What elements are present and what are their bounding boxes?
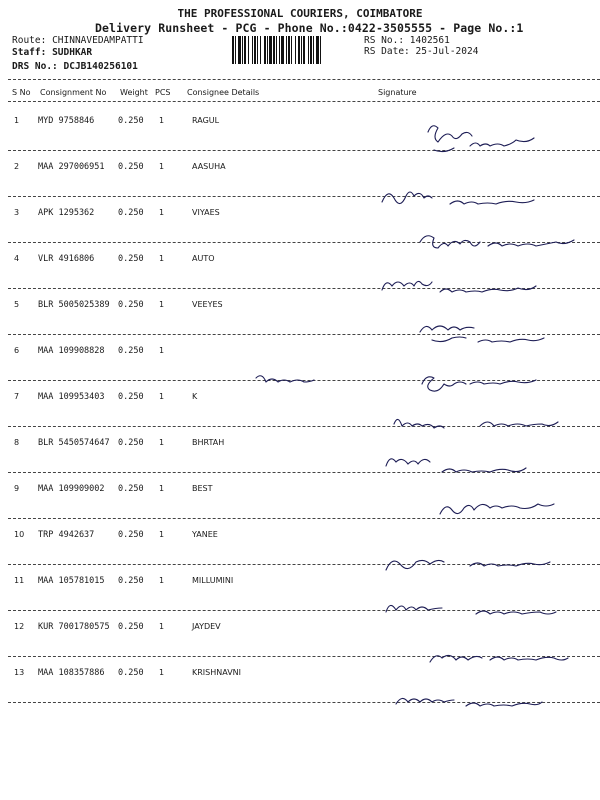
drs-label: DRS No.: bbox=[12, 61, 58, 72]
cell-consignment: BLR 5005025389 bbox=[38, 300, 110, 310]
cell-sno: 12 bbox=[14, 622, 25, 631]
cell-consignee: YANEE bbox=[192, 530, 218, 539]
row-divider bbox=[8, 564, 600, 565]
rs-no-line bbox=[364, 35, 450, 46]
col-header-consignee: Consignee Details bbox=[187, 88, 260, 97]
cell-consignment: MAA 109909002 bbox=[38, 484, 105, 494]
cell-pcs: 1 bbox=[159, 346, 165, 355]
row-divider bbox=[8, 380, 600, 381]
rs-no-value: 1402561 bbox=[409, 35, 450, 46]
cell-consignee: BHRTAH bbox=[192, 438, 225, 447]
drs-line bbox=[12, 61, 138, 72]
rs-date-line bbox=[364, 46, 478, 57]
cell-weight: 0.250 bbox=[118, 208, 144, 218]
rs-no-label: RS No.: bbox=[364, 35, 405, 46]
staff-line bbox=[12, 47, 92, 58]
cell-sno: 5 bbox=[14, 300, 20, 309]
row-divider bbox=[8, 656, 600, 657]
cell-sno: 3 bbox=[14, 208, 20, 217]
col-header-weight: Weight bbox=[120, 88, 148, 97]
cell-pcs: 1 bbox=[159, 392, 165, 401]
cell-pcs: 1 bbox=[159, 530, 165, 539]
company-title: THE PROFESSIONAL COURIERS, COIMBATORE bbox=[177, 7, 423, 20]
barcode-image bbox=[232, 36, 358, 64]
cell-pcs: 1 bbox=[159, 116, 165, 125]
cell-weight: 0.250 bbox=[118, 530, 144, 540]
cell-consignment: BLR 5450574647 bbox=[38, 438, 110, 448]
cell-consignee: VEEYES bbox=[192, 300, 223, 309]
cell-consignment: MAA 105781015 bbox=[38, 576, 105, 586]
cell-pcs: 1 bbox=[159, 208, 165, 217]
col-header-sno: S No bbox=[12, 88, 31, 97]
cell-consignment: MAA 108357886 bbox=[38, 668, 105, 678]
route-label: Route: bbox=[12, 35, 47, 46]
row-divider bbox=[8, 288, 600, 289]
row-divider bbox=[8, 426, 600, 427]
cell-pcs: 1 bbox=[159, 438, 165, 447]
cell-weight: 0.250 bbox=[118, 254, 144, 264]
cell-consignee: AUTO bbox=[192, 254, 215, 263]
row-divider bbox=[8, 150, 600, 151]
cell-weight: 0.250 bbox=[118, 484, 144, 494]
cell-weight: 0.250 bbox=[118, 116, 144, 126]
cell-consignment: MAA 297006951 bbox=[38, 162, 105, 172]
cell-consignment: MAA 109953403 bbox=[38, 392, 105, 402]
cell-sno: 1 bbox=[14, 116, 20, 125]
header-bottom-rule bbox=[8, 101, 600, 102]
cell-sno: 8 bbox=[14, 438, 20, 447]
cell-pcs: 1 bbox=[159, 484, 165, 493]
cell-sno: 2 bbox=[14, 162, 20, 171]
col-header-pcs: PCS bbox=[155, 88, 171, 97]
row-divider bbox=[8, 472, 600, 473]
cell-pcs: 1 bbox=[159, 254, 165, 263]
row-divider bbox=[8, 610, 600, 611]
cell-consignee: MILLUMINI bbox=[192, 576, 234, 585]
cell-pcs: 1 bbox=[159, 622, 165, 631]
runsheet-title: Delivery Runsheet - PCG - Phone No.:0422-3505555 - Page No.:1 bbox=[95, 21, 524, 35]
cell-consignment: KUR 7001780575 bbox=[38, 622, 110, 632]
cell-consignee: BEST bbox=[192, 484, 213, 493]
row-divider bbox=[8, 334, 600, 335]
cell-sno: 4 bbox=[14, 254, 20, 263]
drs-value: DCJB140256101 bbox=[63, 61, 138, 72]
staff-value: SUDHKAR bbox=[52, 47, 93, 58]
cell-consignment: VLR 4916806 bbox=[38, 254, 95, 264]
staff-label: Staff: bbox=[12, 47, 47, 58]
cell-consignment: TRP 4942637 bbox=[38, 530, 95, 540]
cell-sno: 7 bbox=[14, 392, 20, 401]
cell-sno: 11 bbox=[14, 576, 25, 585]
cell-pcs: 1 bbox=[159, 576, 165, 585]
cell-consignment: MAA 109908828 bbox=[38, 346, 105, 356]
row-divider bbox=[8, 196, 600, 197]
cell-sno: 10 bbox=[14, 530, 25, 539]
cell-weight: 0.250 bbox=[118, 162, 144, 172]
cell-weight: 0.250 bbox=[118, 438, 144, 448]
cell-pcs: 1 bbox=[159, 668, 165, 677]
cell-weight: 0.250 bbox=[118, 668, 144, 678]
cell-consignee: JAYDEV bbox=[192, 622, 221, 631]
cell-sno: 6 bbox=[14, 346, 20, 355]
rs-date-label: RS Date: bbox=[364, 46, 410, 57]
cell-consignee: KRISHNAVNI bbox=[192, 668, 242, 677]
cell-weight: 0.250 bbox=[118, 300, 144, 310]
cell-pcs: 1 bbox=[159, 300, 165, 309]
col-header-signature: Signature bbox=[378, 88, 417, 97]
route-line bbox=[12, 35, 144, 46]
row-divider bbox=[8, 518, 600, 519]
cell-weight: 0.250 bbox=[118, 346, 144, 356]
cell-consignee: K bbox=[192, 392, 198, 401]
rs-date-value: 25-Jul-2024 bbox=[415, 46, 479, 57]
cell-weight: 0.250 bbox=[118, 622, 144, 632]
col-header-consignment: Consignment No bbox=[40, 88, 107, 97]
cell-consignment: APK 1295362 bbox=[38, 208, 95, 218]
cell-consignee: RAGUL bbox=[192, 116, 220, 125]
cell-consignee: AASUHA bbox=[192, 162, 226, 171]
cell-sno: 13 bbox=[14, 668, 25, 677]
cell-consignment: MYD 9758846 bbox=[38, 116, 95, 126]
cell-pcs: 1 bbox=[159, 162, 165, 171]
row-divider bbox=[8, 242, 600, 243]
cell-weight: 0.250 bbox=[118, 392, 144, 402]
route-value: CHINNAVEDAMPATTI bbox=[52, 35, 144, 46]
cell-consignee: VIYAES bbox=[192, 208, 220, 217]
header-top-rule bbox=[8, 79, 600, 80]
row-divider bbox=[8, 702, 600, 703]
cell-weight: 0.250 bbox=[118, 576, 144, 586]
cell-sno: 9 bbox=[14, 484, 20, 493]
